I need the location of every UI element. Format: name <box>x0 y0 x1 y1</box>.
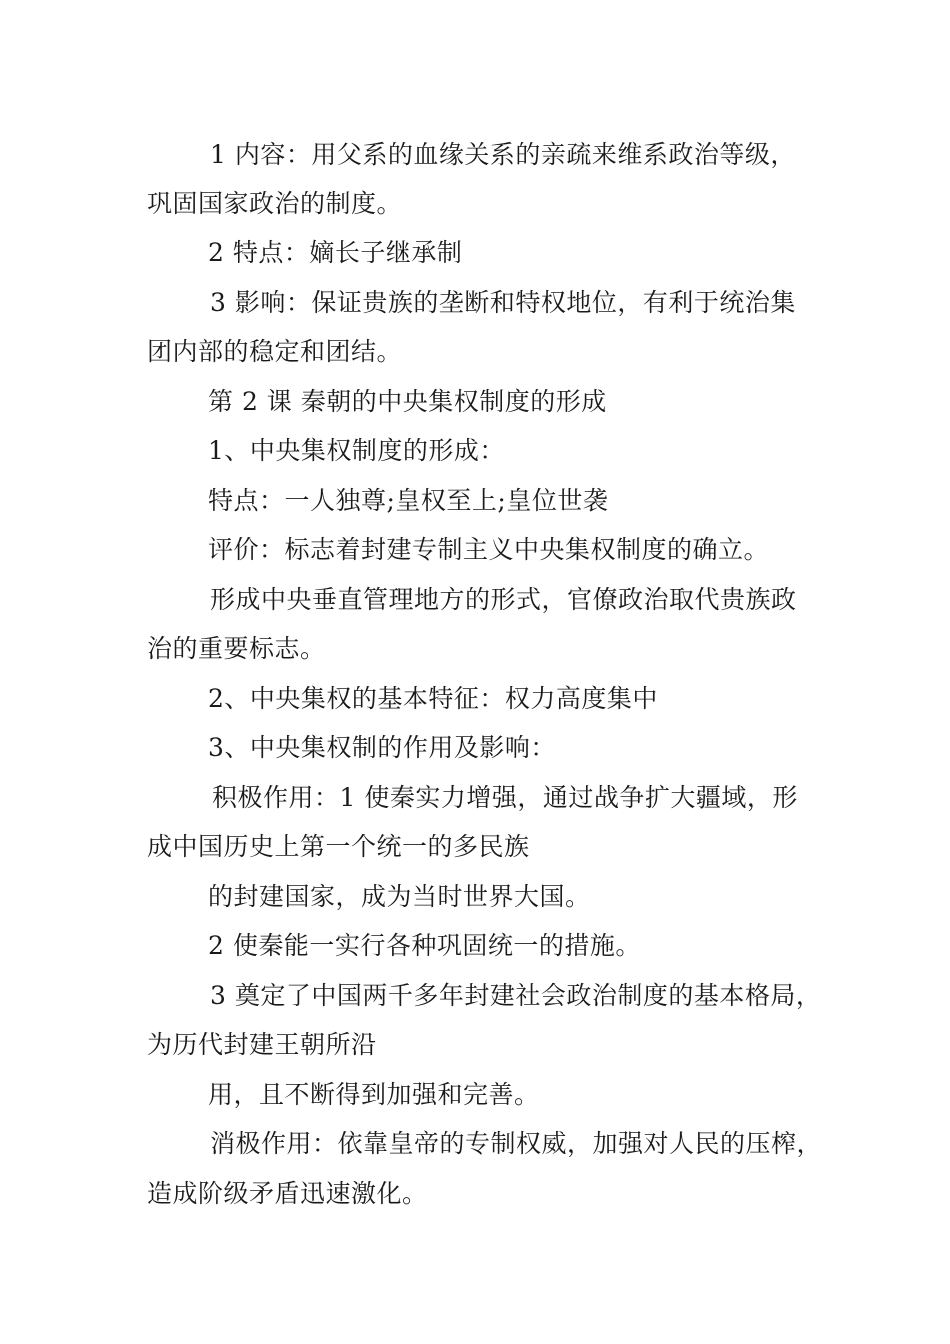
paragraph-line: 巩固国家政治的制度。 <box>147 189 403 218</box>
paragraph-line: 特点：一人独尊;皇权至上;皇位世袭 <box>208 486 609 515</box>
paragraph-line: 2 特点：嫡长子继承制 <box>208 238 463 267</box>
paragraph-line: 评价：标志着封建专制主义中央集权制度的确立。 <box>208 535 770 564</box>
paragraph-line: 1 内容：用父系的血缘关系的亲疏来维系政治等级， <box>210 140 796 169</box>
paragraph-line: 2 使秦能一实行各种巩固统一的措施。 <box>208 931 641 960</box>
paragraph-line: 造成阶级矛盾迅速激化。 <box>147 1179 428 1208</box>
lesson-heading: 第 2 课 秦朝的中央集权制度的形成 <box>208 387 607 416</box>
paragraph-line: 1、中央集权制度的形成： <box>208 436 505 465</box>
paragraph-line: 为历代封建王朝所沿 <box>147 1030 377 1059</box>
paragraph-line: 形成中央垂直管理地方的形式，官僚政治取代贵族政 <box>210 585 797 614</box>
paragraph-line: 成中国历史上第一个统一的多民族 <box>147 832 530 861</box>
paragraph-line: 2、中央集权的基本特征：权力高度集中 <box>208 684 658 713</box>
paragraph-line: 3 奠定了中国两千多年封建社会政治制度的基本格局， <box>210 981 822 1010</box>
paragraph-line: 治的重要标志。 <box>147 634 326 663</box>
paragraph-line: 的封建国家，成为当时世界大国。 <box>208 882 591 911</box>
paragraph-line: 3 影响：保证贵族的垄断和特权地位，有利于统治集 <box>210 288 796 317</box>
paragraph-line: 3、中央集权制的作用及影响： <box>208 733 556 762</box>
paragraph-line: 消极作用：依靠皇帝的专制权威，加强对人民的压榨， <box>210 1129 823 1158</box>
paragraph-line: 用，且不断得到加强和完善。 <box>208 1080 540 1109</box>
paragraph-line: 团内部的稳定和团结。 <box>147 337 403 366</box>
paragraph-line: 积极作用：1 使秦实力增强，通过战争扩大疆域，形 <box>212 783 798 812</box>
